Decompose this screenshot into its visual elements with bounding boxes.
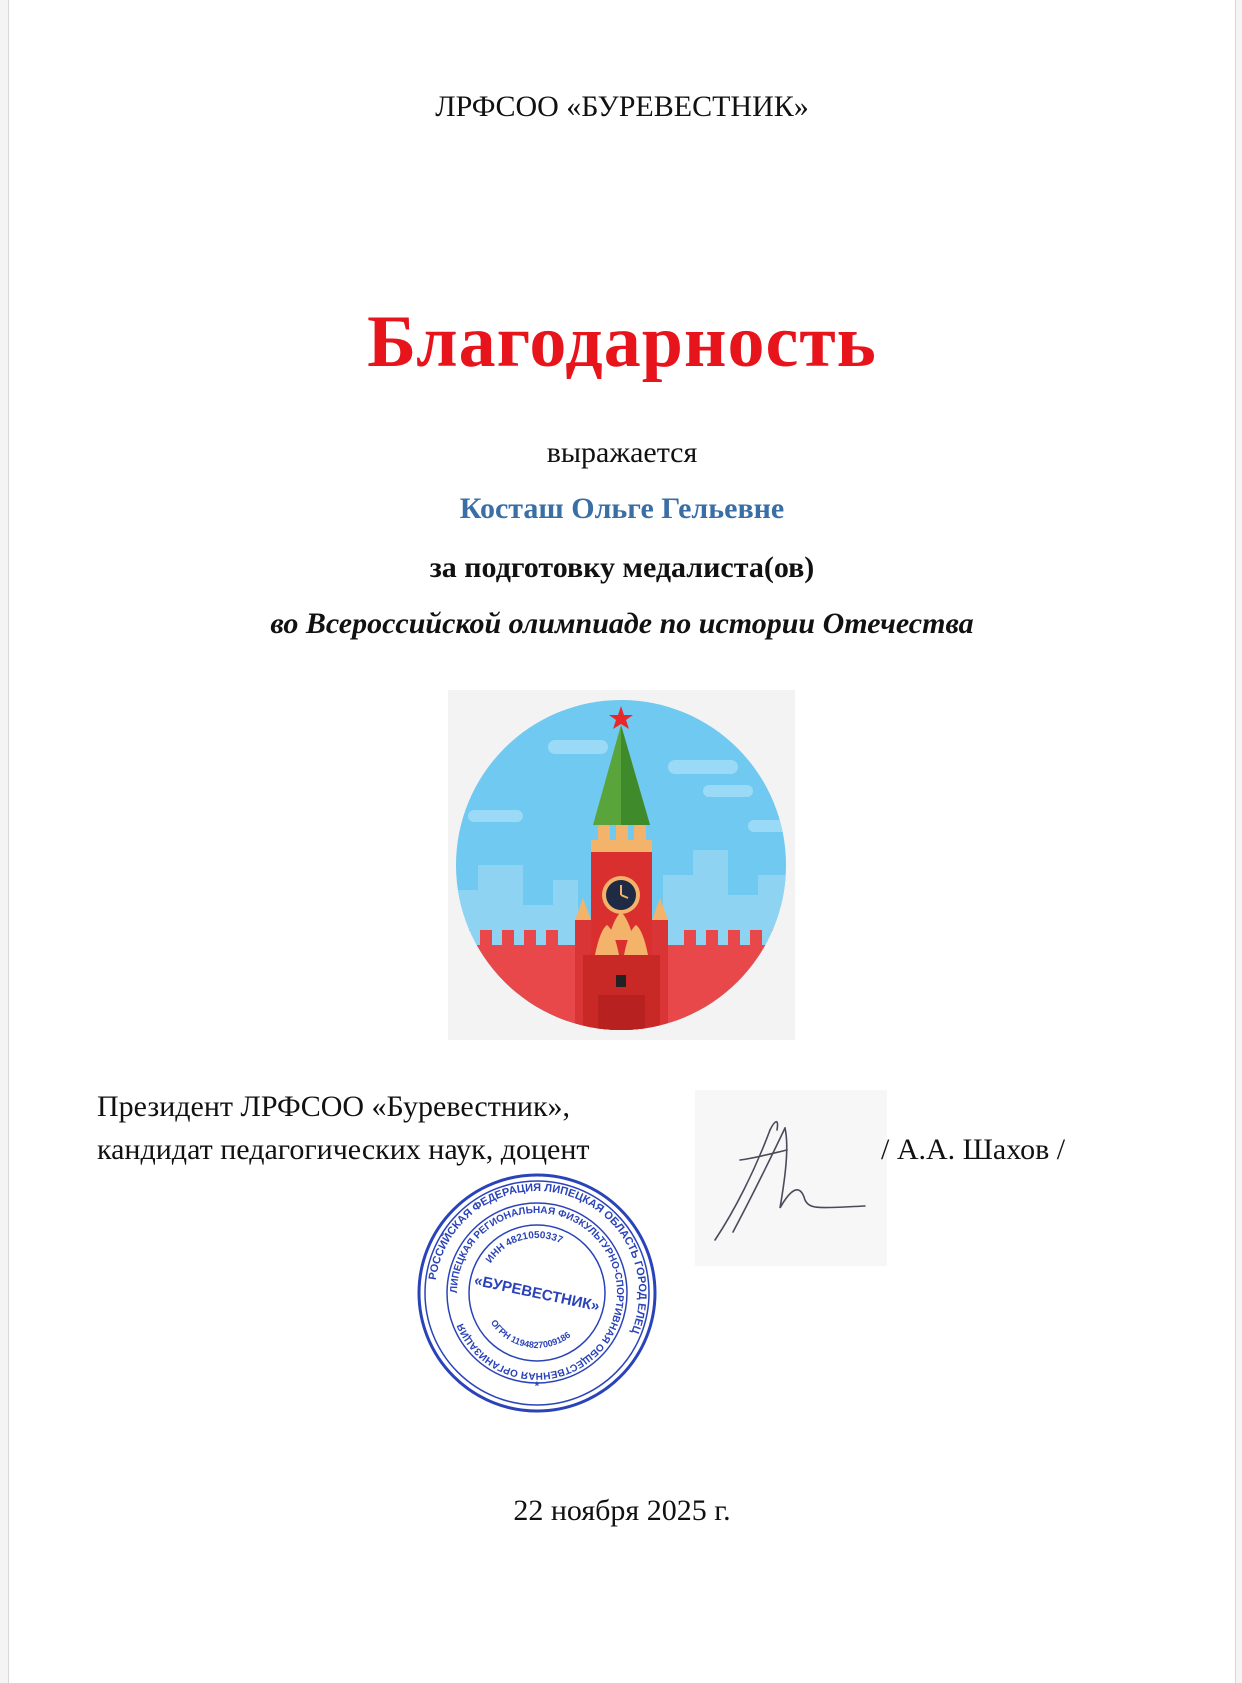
signatory-position-line2: кандидат педагогических наук, доцент — [97, 1133, 590, 1166]
svg-text:ОГРН 1194827009186: ОГРН 1194827009186 — [488, 1317, 573, 1351]
certificate-page — [8, 0, 1236, 1683]
svg-text:ЛИПЕЦКАЯ РЕГИОНАЛЬНАЯ ФИЗКУЛЬТ: ЛИПЕЦКАЯ РЕГИОНАЛЬНАЯ ФИЗКУЛЬТУРНО-СПОРТИВНАЯ ОБЩЕСТВЕННАЯ ОРГАНИЗАЦИЯ — [448, 1204, 626, 1382]
recipient-name: Косташ Ольге Гельевне — [459, 492, 785, 525]
svg-text:*: * — [534, 1379, 540, 1393]
svg-text:«БУРЕВЕСТНИК»: «БУРЕВЕСТНИК» — [472, 1271, 602, 1316]
certificate-title: Благодарность — [367, 301, 877, 383]
signature — [695, 1090, 887, 1266]
expressed-text: выражается — [546, 436, 698, 469]
kremlin-tower-icon — [448, 690, 795, 1040]
award-reason: за подготовку медалиста(ов) — [429, 551, 815, 584]
svg-text:ИНН 4821050337: ИНН 4821050337 — [483, 1229, 565, 1266]
event-name: во Всероссийской олимпиаде по истории Отечества — [270, 607, 974, 640]
svg-text:РОССИЙСКАЯ ФЕДЕРАЦИЯ ЛИПЕЦКАЯ: РОССИЙСКАЯ ФЕДЕРАЦИЯ ЛИПЕЦКАЯ ОБЛАСТЬ ГОРОД ЕЛЕЦ — [426, 1181, 649, 1336]
organization-stamp — [414, 1170, 660, 1416]
issue-date: 22 ноября 2025 г. — [513, 1494, 731, 1527]
signatory-name: / А.А. Шахов / — [881, 1133, 1066, 1166]
signatory-position-line1: Президент ЛРФСОО «Буревестник», — [97, 1090, 571, 1123]
organization-name: ЛРФСОО «БУРЕВЕСТНИК» — [435, 90, 809, 123]
